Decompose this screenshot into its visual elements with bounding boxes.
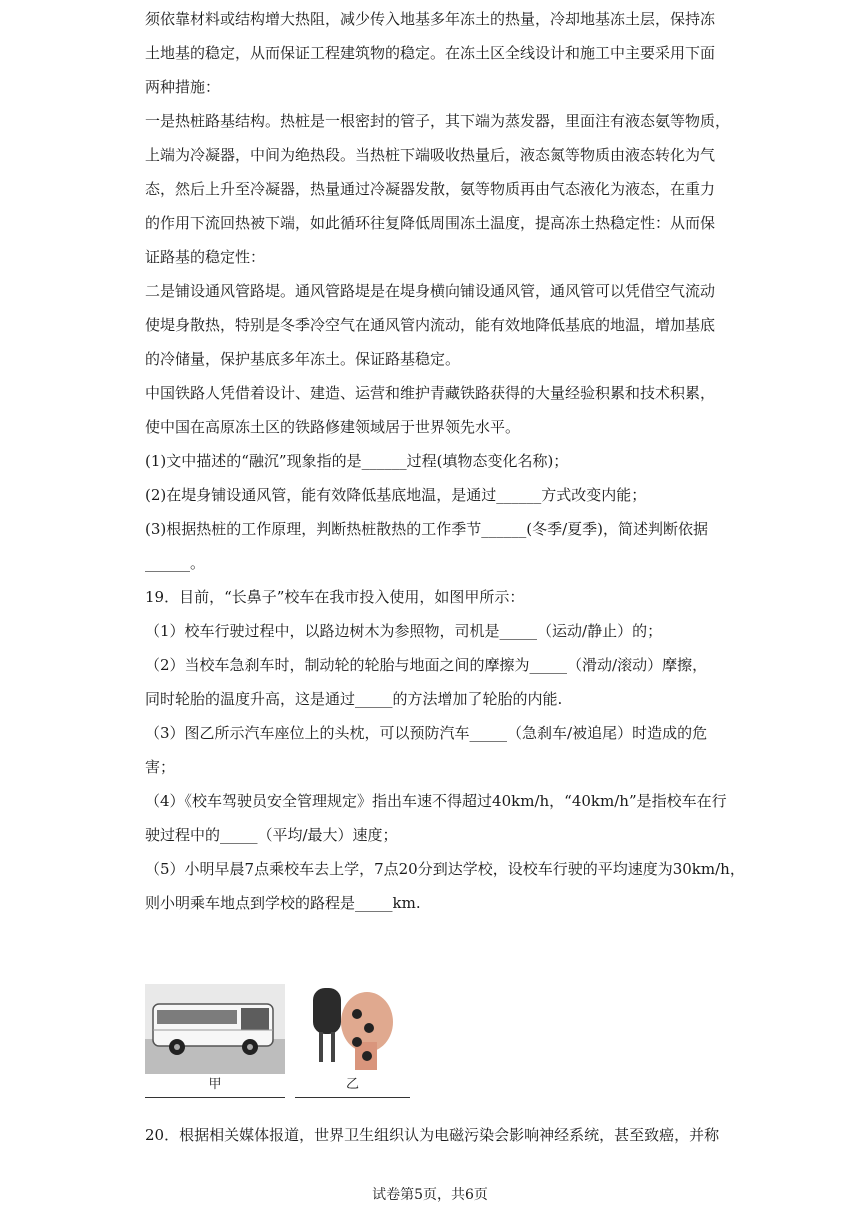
figure-baseline [145, 1097, 285, 1098]
passage-line: 态，然后上升至冷凝器，热量通过冷凝器发散，氨等物质再由气态液化为液态，在重力 [145, 180, 716, 198]
passage-line: 上端为冷凝器，中间为绝热段。当热桩下端吸收热量后，液态氮等物质由液态转化为气 [145, 146, 716, 164]
passage-line: 的冷储量，保护基底多年冻土。保证路基稳定。 [145, 350, 461, 368]
passage-line: 证路基的稳定性： [145, 248, 266, 266]
passage-line: 使中国在高原冻土区的铁路修建领域居于世界领先水平。 [145, 418, 521, 436]
q19-item-4: （4）《校车驾驶员安全管理规定》指出车速不得超过40km/h，“40km/h”是指校车在行 [145, 792, 727, 810]
q19-item-2-cont: 同时轮胎的温度升高，这是通过_____的方法增加了轮胎的内能. [145, 690, 563, 708]
headrest-illustration [295, 984, 410, 1074]
figure-jia-caption: 甲 [208, 1077, 222, 1092]
school-bus-illustration [145, 984, 285, 1074]
q18-item-3-cont: ______。 [145, 554, 206, 572]
page-footer: 试卷第5页，共6页 [372, 1187, 488, 1203]
passage-line: 二是铺设通风管路堤。通风管路堤是在堤身横向铺设通风管，通风管可以凭借空气流动 [145, 282, 716, 300]
q18-item-1: (1)文中描述的“融沉”现象指的是______过程(填物态变化名称)； [145, 452, 569, 470]
q19-item-3: （3）图乙所示汽车座位上的头枕，可以预防汽车_____（急刹车/被追尾）时造成的危 [145, 724, 708, 742]
passage-line: 须依靠材料或结构增大热阻，减少传入地基多年冻土的热量，冷却地基冻土层，保持冻 [145, 10, 716, 28]
q19-item-2: （2）当校车急刹车时，制动轮的轮胎与地面之间的摩擦为_____（滑动/滚动）摩擦， [145, 656, 708, 674]
q19-item-5: （5）小明早晨7点乘校车去上学，7点20分到达学校，设校车行驶的平均速度为30km/h， [145, 860, 745, 878]
figure-yi-caption: 乙 [345, 1077, 359, 1092]
figure-baseline [295, 1097, 410, 1098]
passage-line: 两种措施： [145, 78, 221, 96]
q19-item-1: （1）校车行驶过程中，以路边树木为参照物，司机是_____（运动/静止）的； [145, 622, 663, 640]
passage-line: 土地基的稳定，从而保证工程建筑物的稳定。在冻土区全线设计和施工中主要采用下面 [145, 44, 716, 62]
figure-jia [145, 984, 285, 1098]
passage-line: 一是热桩路基结构。热桩是一根密封的管子，其下端为蒸发器，里面注有液态氨等物质， [145, 112, 731, 130]
passage-line: 使堤身散热，特别是冬季冷空气在通风管内流动，能有效地降低基底的地温，增加基底 [145, 316, 716, 334]
q19-item-3-cont: 害； [145, 758, 176, 776]
q19-title: 19．目前，“长鼻子”校车在我市投入使用，如图甲所示： [145, 588, 525, 606]
figure-yi [295, 984, 410, 1098]
q18-item-3: (3)根据热桩的工作原理，判断热桩散热的工作季节______(冬季/夏季)，简述判断依据 [145, 520, 709, 538]
passage-line: 的作用下流回热被下端，如此循环往复降低周围冻土温度，提高冻土热稳定性：从而保 [145, 214, 716, 232]
q18-item-2: (2)在堤身铺设通风管，能有效降低基底地温，是通过______方式改变内能； [145, 486, 647, 504]
q19-item-5-cont: 则小明乘车地点到学校的路程是_____km. [145, 894, 421, 912]
q20-first-line: 20．根据相关媒体报道，世界卫生组织认为电磁污染会影响神经系统，甚至致癌，并称 [145, 1126, 720, 1144]
passage-line: 中国铁路人凭借着设计、建造、运营和维护青藏铁路获得的大量经验积累和技术积累， [145, 384, 716, 402]
q19-figures [145, 984, 410, 1098]
q19-item-4-cont: 驶过程中的_____（平均/最大）速度； [145, 826, 398, 844]
